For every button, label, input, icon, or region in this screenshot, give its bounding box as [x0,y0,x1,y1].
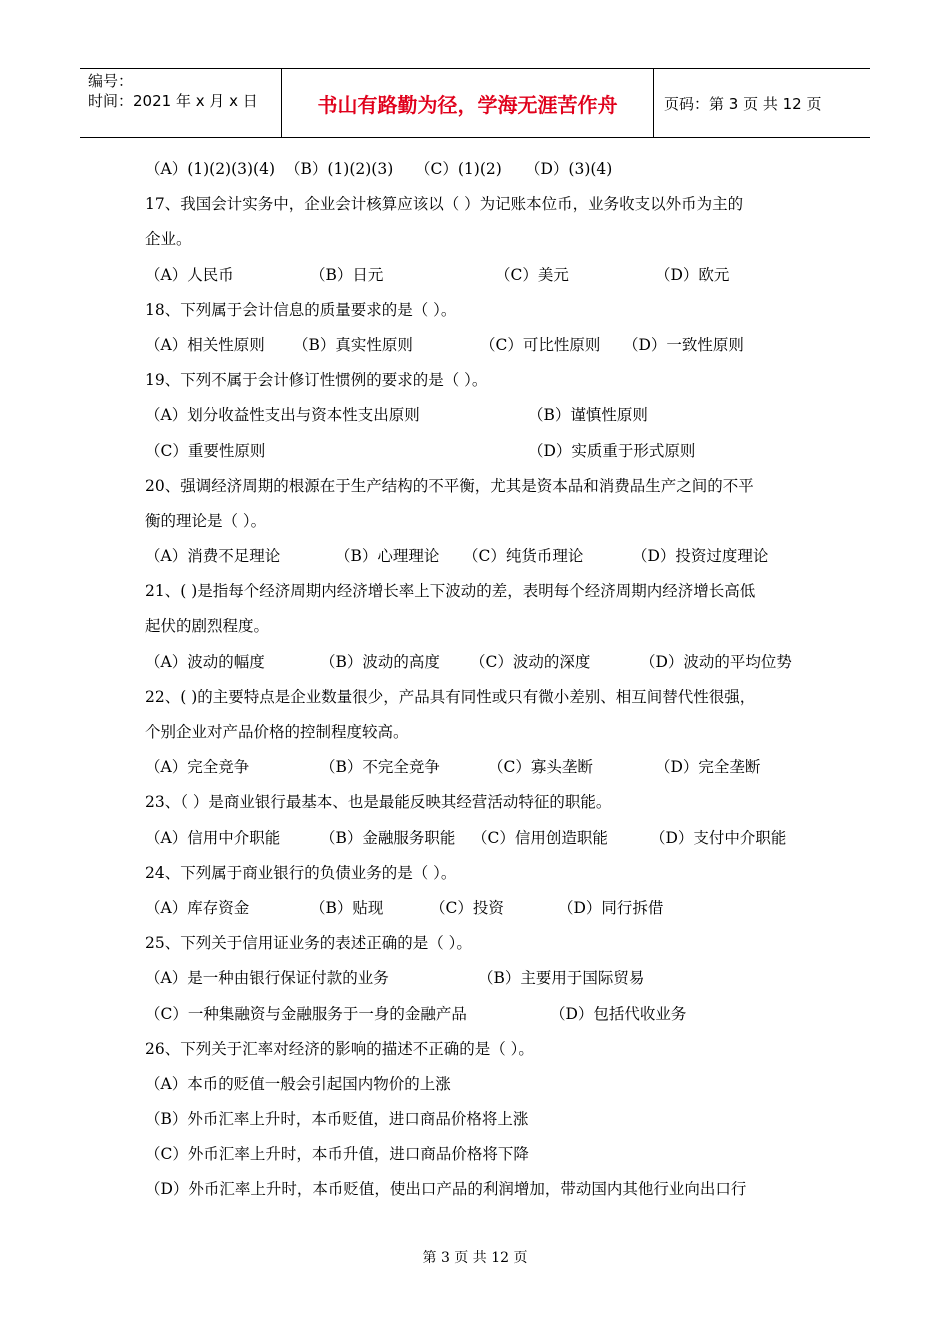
answer-option: （B）不完全竞争 [320,758,440,777]
question-text-line: 24、下列属于商业银行的负债业务的是（ ）。 [145,863,457,882]
answer-options-row [145,152,825,187]
answer-options-row [145,750,825,785]
answer-option: （A）消费不足理论 [145,547,281,566]
header-page-info: 页码：第 3 页 共 12 页 [664,94,822,113]
header-left-cell [80,69,282,137]
answer-option: （B）金融服务职能 [320,828,456,847]
question-text-line: 20、强调经济周期的根源在于生产结构的不平衡，尤其是资本品和消费品生产之间的不平 [145,476,754,495]
question-text-line: 企业。 [145,230,192,249]
answer-option: （C）纯货币理论 [463,547,584,566]
answer-option: （A）相关性原则 [145,335,265,354]
answer-option: （C）重要性原则 [145,441,266,460]
question-text-line: 26、下列关于汇率对经济的影响的描述不正确的是（ ）。 [145,1039,534,1058]
answer-option: （D）包括代收业务 [550,1004,687,1023]
answer-option: （D）波动的平均位势 [640,652,792,671]
answer-option: （C）美元 [495,265,569,284]
answer-option: （D）同行拆借 [558,898,664,917]
question-text-line: 22、( )的主要特点是企业数量很少，产品具有同性或只有微小差别、相互间替代性很强， [145,687,756,706]
document-number-label: 编号： [88,72,134,90]
answer-option: （A）划分收益性支出与资本性支出原则 [145,406,420,425]
question-text-line: （B）外币汇率上升时，本币贬值，进口商品价格将上涨 [145,1110,529,1129]
answer-option: （C）波动的深度 [470,652,591,671]
question-text-line: 25、下列关于信用证业务的表述正确的是（ ）。 [145,934,472,953]
answer-options-row [145,891,825,926]
answer-option: （B）主要用于国际贸易 [478,969,645,988]
answer-option: （A）(1)(2)(3)(4) [145,160,276,178]
answer-option: （A）人民币 [145,265,234,284]
answer-option: （C）(1)(2) [415,160,502,178]
answer-option: （D）完全垄断 [655,758,761,777]
question-text-line: 17、我国会计实务中，企业会计核算应该以（ ）为记账本位币，业务收支以外币为主的 [145,195,744,214]
answer-option: （B）贴现 [310,898,384,917]
answer-option: （B）真实性原则 [293,335,413,354]
answer-option: （A）库存资金 [145,898,250,917]
answer-options-row [145,328,825,363]
question-text-line: 18、下列属于会计信息的质量要求的是（ ）。 [145,300,457,319]
question-text-line: 个别企业对产品价格的控制程度较高。 [145,723,409,741]
answer-option: （B）日元 [310,265,384,284]
answer-option: （C）可比性原则 [480,335,601,354]
question-text-line: （C）外币汇率上升时，本币升值，进口商品价格将下降 [145,1145,529,1164]
answer-option: （C）寡头垄断 [488,758,593,777]
answer-option: （B）心理理论 [335,547,440,566]
answer-option: （A）是一种由银行保证付款的业务 [145,969,389,988]
answer-option: （C）信用创造职能 [472,828,608,847]
header-motto: 书山有路勤为径，学海无涯苦作舟 [282,69,654,137]
answer-option: （B）(1)(2)(3) [285,160,394,178]
answer-options-row [145,997,825,1032]
page-footer: 第 3 页 共 12 页 [422,1250,528,1266]
answer-options-row [145,821,825,856]
answer-options-row [145,398,825,433]
question-text-line: （A）本币的贬值一般会引起国内物价的上涨 [145,1074,451,1093]
question-text-line: 衡的理论是（ ）。 [145,511,267,530]
answer-option: （A）完全竞争 [145,758,250,777]
answer-option: （D）欧元 [655,265,730,284]
question-text-line: 起伏的剧烈程度。 [145,617,270,636]
answer-option: （B）波动的高度 [320,652,440,671]
question-text-line: 19、下列不属于会计修订性惯例的要求的是（ ）。 [145,371,488,390]
answer-option: （D）一致性原则 [623,335,744,354]
document-body [145,152,825,1208]
answer-option: （D）投资过度理论 [632,547,769,566]
question-text-line: 21、( )是指每个经济周期内经济增长率上下波动的差，表明每个经济周期内经济增长高低 [145,582,756,601]
answer-options-row [145,258,825,293]
answer-option: （D）(3)(4) [525,160,613,178]
answer-option: （A）波动的幅度 [145,652,265,671]
answer-options-row [145,539,825,574]
page-header [80,68,870,138]
document-date-label: 时间：2021 年 x 月 x 日 [88,92,258,110]
answer-option: （C）投资 [430,898,504,917]
answer-options-row [145,434,825,469]
answer-option: （D）实质重于形式原则 [528,441,696,460]
answer-option: （B）谨慎性原则 [528,406,648,425]
answer-option: （D）支付中介职能 [650,828,787,847]
answer-options-row [145,961,825,996]
answer-option: （A）信用中介职能 [145,828,281,847]
question-text-line: 23、（ ）是商业银行最基本、也是最能反映其经营活动特征的职能。 [145,793,612,812]
answer-option: （C）一种集融资与金融服务于一身的金融产品 [145,1004,467,1023]
answer-options-row [145,645,825,680]
question-text-line: （D）外币汇率上升时，本币贬值，使出口产品的利润增加，带动国内其他行业向出口行 [145,1180,747,1199]
